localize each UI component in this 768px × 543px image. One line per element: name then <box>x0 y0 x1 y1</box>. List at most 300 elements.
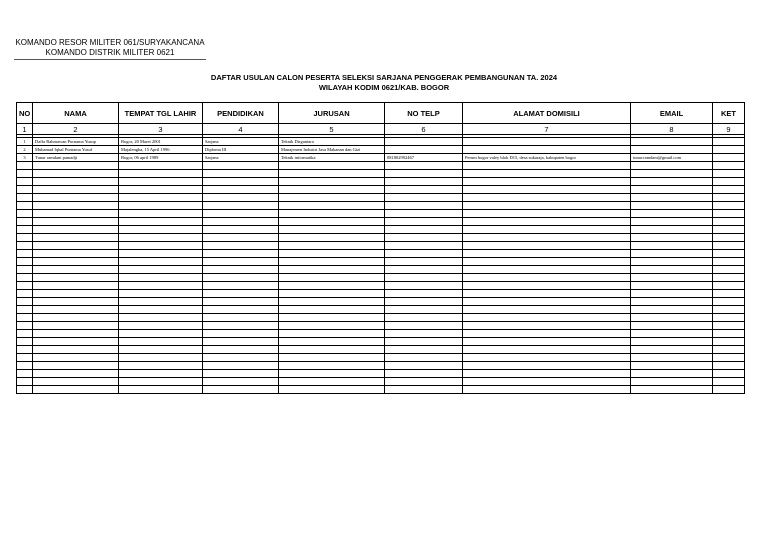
cell-no-telp <box>385 138 463 146</box>
cell-alamat-domisili <box>463 234 631 242</box>
cell-ket <box>713 330 745 338</box>
table-row <box>17 274 745 282</box>
cell-jurusan: Teknik Dirgantara <box>279 138 385 146</box>
cell-ket <box>713 322 745 330</box>
cell-email <box>631 202 713 210</box>
cell-pendidikan <box>203 314 279 322</box>
cell-email <box>631 338 713 346</box>
table-row <box>17 298 745 306</box>
cell-email <box>631 370 713 378</box>
cell-email <box>631 306 713 314</box>
table-row <box>17 266 745 274</box>
cell-pendidikan <box>203 250 279 258</box>
cell-jurusan <box>279 226 385 234</box>
cell-nama <box>33 306 119 314</box>
cell-jurusan <box>279 242 385 250</box>
cell-jurusan <box>279 346 385 354</box>
cell-no <box>17 386 33 394</box>
cell-pendidikan <box>203 234 279 242</box>
document-title <box>0 73 768 93</box>
cell-email <box>631 386 713 394</box>
cell-no-telp <box>385 266 463 274</box>
cell-alamat-domisili <box>463 250 631 258</box>
cell-no-telp <box>385 338 463 346</box>
table-row <box>17 386 745 394</box>
cell-no-telp <box>385 298 463 306</box>
cell-tempat-tgl-lahir <box>119 210 203 218</box>
table-row <box>17 250 745 258</box>
cell-tempat-tgl-lahir <box>119 178 203 186</box>
cell-no <box>17 210 33 218</box>
cell-no <box>17 258 33 266</box>
cell-nama <box>33 346 119 354</box>
column-header-email: EMAIL <box>631 103 713 124</box>
cell-no <box>17 314 33 322</box>
cell-tempat-tgl-lahir <box>119 298 203 306</box>
cell-no-telp <box>385 170 463 178</box>
cell-alamat-domisili <box>463 162 631 170</box>
cell-email <box>631 218 713 226</box>
cell-tempat-tgl-lahir <box>119 202 203 210</box>
cell-ket <box>713 146 745 154</box>
cell-nama <box>33 162 119 170</box>
cell-nama <box>33 202 119 210</box>
cell-no-telp <box>385 258 463 266</box>
cell-alamat-domisili <box>463 298 631 306</box>
cell-tempat-tgl-lahir <box>119 306 203 314</box>
cell-ket <box>713 346 745 354</box>
column-header-jurusan: JURUSAN <box>279 103 385 124</box>
table-row <box>17 194 745 202</box>
table-row <box>17 338 745 346</box>
table-row <box>17 154 745 162</box>
cell-no-telp <box>385 210 463 218</box>
cell-pendidikan <box>203 178 279 186</box>
cell-jurusan <box>279 250 385 258</box>
table-row <box>17 322 745 330</box>
cell-jurusan <box>279 314 385 322</box>
cell-jurusan <box>279 234 385 242</box>
cell-nama <box>33 378 119 386</box>
cell-no-telp <box>385 330 463 338</box>
cell-no-telp <box>385 378 463 386</box>
column-number-alamat-domisili: 7 <box>463 124 631 135</box>
cell-ket <box>713 178 745 186</box>
cell-no-telp <box>385 362 463 370</box>
cell-pendidikan <box>203 274 279 282</box>
cell-nama <box>33 242 119 250</box>
table-row <box>17 242 745 250</box>
cell-no <box>17 266 33 274</box>
cell-alamat-domisili <box>463 378 631 386</box>
cell-jurusan <box>279 298 385 306</box>
document-title-line1: DAFTAR USULAN CALON PESERTA SELEKSI SARJANA PENGGERAK PEMBANGUNAN TA. 2024 <box>210 73 558 82</box>
table-row <box>17 346 745 354</box>
cell-jurusan <box>279 218 385 226</box>
cell-alamat-domisili <box>463 146 631 154</box>
cell-nama <box>33 370 119 378</box>
cell-tempat-tgl-lahir <box>119 346 203 354</box>
table-row <box>17 234 745 242</box>
cell-alamat-domisili <box>463 290 631 298</box>
cell-email <box>631 266 713 274</box>
cell-tempat-tgl-lahir <box>119 282 203 290</box>
cell-jurusan <box>279 354 385 362</box>
cell-no-telp <box>385 146 463 154</box>
cell-nama: Daffa Rahmawan Purnama Yusup <box>33 138 119 146</box>
cell-nama <box>33 210 119 218</box>
cell-no <box>17 322 33 330</box>
cell-alamat-domisili <box>463 306 631 314</box>
cell-ket <box>713 250 745 258</box>
cell-pendidikan <box>203 290 279 298</box>
cell-tempat-tgl-lahir <box>119 370 203 378</box>
cell-tempat-tgl-lahir <box>119 266 203 274</box>
cell-jurusan <box>279 386 385 394</box>
cell-tempat-tgl-lahir: Majalengka, 15 April 1996 <box>119 146 203 154</box>
cell-alamat-domisili <box>463 266 631 274</box>
cell-nama <box>33 314 119 322</box>
cell-no <box>17 298 33 306</box>
cell-pendidikan <box>203 346 279 354</box>
cell-no-telp <box>385 306 463 314</box>
table-row <box>17 330 745 338</box>
cell-nama <box>33 290 119 298</box>
cell-tempat-tgl-lahir <box>119 194 203 202</box>
table-row <box>17 362 745 370</box>
cell-ket <box>713 314 745 322</box>
cell-nama <box>33 226 119 234</box>
cell-ket <box>713 386 745 394</box>
cell-alamat-domisili <box>463 258 631 266</box>
cell-alamat-domisili <box>463 186 631 194</box>
cell-pendidikan: Diploma III <box>203 146 279 154</box>
table-row <box>17 218 745 226</box>
cell-no-telp <box>385 202 463 210</box>
cell-nama <box>33 266 119 274</box>
cell-pendidikan <box>203 218 279 226</box>
cell-ket <box>713 194 745 202</box>
cell-alamat-domisili <box>463 386 631 394</box>
column-header-tempat-tgl-lahir: TEMPAT TGL LAHIR <box>119 103 203 124</box>
cell-jurusan: Teknik informatika <box>279 154 385 162</box>
cell-alamat-domisili <box>463 370 631 378</box>
cell-ket <box>713 242 745 250</box>
cell-no <box>17 362 33 370</box>
cell-no <box>17 290 33 298</box>
cell-pendidikan <box>203 378 279 386</box>
cell-tempat-tgl-lahir <box>119 362 203 370</box>
cell-tempat-tgl-lahir <box>119 322 203 330</box>
cell-email <box>631 298 713 306</box>
cell-jurusan <box>279 210 385 218</box>
cell-jurusan <box>279 322 385 330</box>
cell-jurusan <box>279 370 385 378</box>
cell-pendidikan <box>203 170 279 178</box>
cell-no <box>17 330 33 338</box>
cell-ket <box>713 218 745 226</box>
cell-jurusan <box>279 266 385 274</box>
table-row <box>17 162 745 170</box>
cell-no-telp <box>385 186 463 194</box>
cell-email <box>631 258 713 266</box>
cell-email <box>631 322 713 330</box>
cell-pendidikan <box>203 242 279 250</box>
cell-ket <box>713 162 745 170</box>
cell-jurusan <box>279 306 385 314</box>
candidate-table <box>16 102 745 394</box>
cell-tempat-tgl-lahir <box>119 274 203 282</box>
cell-ket <box>713 266 745 274</box>
cell-no-telp <box>385 386 463 394</box>
cell-no: 2 <box>17 146 33 154</box>
cell-ket <box>713 170 745 178</box>
cell-no <box>17 202 33 210</box>
cell-no <box>17 282 33 290</box>
cell-pendidikan <box>203 370 279 378</box>
cell-no-telp <box>385 178 463 186</box>
cell-no-telp <box>385 290 463 298</box>
cell-tempat-tgl-lahir: Bogor, 06 april 1989 <box>119 154 203 162</box>
cell-alamat-domisili <box>463 338 631 346</box>
cell-no-telp <box>385 242 463 250</box>
cell-tempat-tgl-lahir <box>119 258 203 266</box>
cell-ket <box>713 226 745 234</box>
cell-nama <box>33 250 119 258</box>
table-row <box>17 378 745 386</box>
table-row <box>17 178 745 186</box>
cell-ket <box>713 186 745 194</box>
table-row <box>17 314 745 322</box>
column-header-alamat-domisili: ALAMAT DOMISILI <box>463 103 631 124</box>
cell-ket <box>713 378 745 386</box>
cell-pendidikan <box>203 202 279 210</box>
cell-alamat-domisili <box>463 194 631 202</box>
cell-pendidikan <box>203 322 279 330</box>
cell-ket <box>713 154 745 162</box>
cell-tempat-tgl-lahir: Bogor, 20 Maret 2001 <box>119 138 203 146</box>
column-header-ket: KET <box>713 103 745 124</box>
cell-email <box>631 346 713 354</box>
cell-no-telp: 081802992467 <box>385 154 463 162</box>
cell-nama <box>33 282 119 290</box>
table-row <box>17 138 745 146</box>
cell-tempat-tgl-lahir <box>119 338 203 346</box>
cell-pendidikan <box>203 298 279 306</box>
cell-pendidikan <box>203 282 279 290</box>
cell-no <box>17 378 33 386</box>
cell-pendidikan <box>203 338 279 346</box>
cell-tempat-tgl-lahir <box>119 170 203 178</box>
cell-ket <box>713 210 745 218</box>
cell-no-telp <box>385 250 463 258</box>
cell-tempat-tgl-lahir <box>119 226 203 234</box>
table-row <box>17 354 745 362</box>
cell-tempat-tgl-lahir <box>119 162 203 170</box>
cell-jurusan <box>279 330 385 338</box>
cell-pendidikan <box>203 386 279 394</box>
column-header-pendidikan: PENDIDIKAN <box>203 103 279 124</box>
cell-tempat-tgl-lahir <box>119 378 203 386</box>
cell-jurusan <box>279 186 385 194</box>
cell-alamat-domisili <box>463 346 631 354</box>
cell-no <box>17 346 33 354</box>
cell-no-telp <box>385 226 463 234</box>
cell-nama <box>33 330 119 338</box>
cell-alamat-domisili <box>463 274 631 282</box>
cell-email <box>631 290 713 298</box>
cell-no <box>17 226 33 234</box>
cell-nama <box>33 258 119 266</box>
cell-jurusan: Manajemen Industri Jasa Makanan dan Gizi <box>279 146 385 154</box>
cell-no-telp <box>385 162 463 170</box>
cell-pendidikan <box>203 266 279 274</box>
cell-no: 3 <box>17 154 33 162</box>
cell-pendidikan <box>203 210 279 218</box>
cell-email <box>631 210 713 218</box>
cell-nama <box>33 298 119 306</box>
cell-jurusan <box>279 282 385 290</box>
cell-email <box>631 274 713 282</box>
cell-email <box>631 162 713 170</box>
table-row <box>17 202 745 210</box>
cell-jurusan <box>279 202 385 210</box>
column-number-row <box>17 124 745 135</box>
table-row <box>17 146 745 154</box>
cell-pendidikan <box>203 162 279 170</box>
cell-jurusan <box>279 194 385 202</box>
cell-nama <box>33 338 119 346</box>
cell-no-telp <box>385 194 463 202</box>
unit-header-line1: KOMANDO RESOR MILITER 061/SURYAKANCANA <box>15 38 205 47</box>
cell-no-telp <box>385 234 463 242</box>
cell-no <box>17 250 33 258</box>
cell-pendidikan: Sarjana <box>203 138 279 146</box>
cell-pendidikan <box>203 258 279 266</box>
cell-jurusan <box>279 178 385 186</box>
table-row <box>17 370 745 378</box>
cell-no <box>17 306 33 314</box>
cell-alamat-domisili <box>463 178 631 186</box>
cell-pendidikan <box>203 226 279 234</box>
column-header-no-telp: NO TELP <box>385 103 463 124</box>
cell-jurusan <box>279 274 385 282</box>
table-row <box>17 170 745 178</box>
cell-pendidikan: Sarjana <box>203 154 279 162</box>
cell-ket <box>713 338 745 346</box>
cell-no <box>17 234 33 242</box>
cell-no <box>17 194 33 202</box>
cell-nama <box>33 386 119 394</box>
cell-email <box>631 138 713 146</box>
column-header-nama: NAMA <box>33 103 119 124</box>
cell-email <box>631 146 713 154</box>
cell-no-telp <box>385 218 463 226</box>
cell-nama: Muhamad Iqbal Purnama Yusuf <box>33 146 119 154</box>
document-title-line2: WILAYAH KODIM 0621/KAB. BOGOR <box>318 83 450 92</box>
table-row <box>17 290 745 298</box>
cell-pendidikan <box>203 354 279 362</box>
cell-alamat-domisili <box>463 242 631 250</box>
table-row <box>17 258 745 266</box>
cell-no-telp <box>385 282 463 290</box>
cell-ket <box>713 306 745 314</box>
cell-jurusan <box>279 170 385 178</box>
cell-alamat-domisili <box>463 362 631 370</box>
cell-email <box>631 362 713 370</box>
cell-alamat-domisili <box>463 170 631 178</box>
cell-ket <box>713 362 745 370</box>
cell-jurusan <box>279 362 385 370</box>
cell-ket <box>713 370 745 378</box>
cell-alamat-domisili <box>463 218 631 226</box>
cell-no-telp <box>385 314 463 322</box>
cell-no-telp <box>385 346 463 354</box>
cell-email <box>631 282 713 290</box>
cell-pendidikan <box>203 330 279 338</box>
table-row <box>17 282 745 290</box>
cell-pendidikan <box>203 362 279 370</box>
column-number-pendidikan: 4 <box>203 124 279 135</box>
cell-email: tunar.ramdani@gmail.com <box>631 154 713 162</box>
cell-jurusan <box>279 378 385 386</box>
cell-email <box>631 226 713 234</box>
cell-ket <box>713 290 745 298</box>
cell-nama <box>33 322 119 330</box>
cell-no-telp <box>385 274 463 282</box>
cell-ket <box>713 282 745 290</box>
cell-email <box>631 170 713 178</box>
cell-nama <box>33 194 119 202</box>
cell-email <box>631 330 713 338</box>
cell-alamat-domisili: Perum bogor valey blok D15, desa sukaraja, kabupaten bogor <box>463 154 631 162</box>
cell-alamat-domisili <box>463 322 631 330</box>
cell-alamat-domisili <box>463 314 631 322</box>
table-header-row <box>17 103 745 124</box>
cell-jurusan <box>279 258 385 266</box>
cell-nama <box>33 234 119 242</box>
column-number-jurusan: 5 <box>279 124 385 135</box>
cell-nama <box>33 170 119 178</box>
table-row <box>17 226 745 234</box>
cell-email <box>631 186 713 194</box>
column-number-no-telp: 6 <box>385 124 463 135</box>
cell-ket <box>713 354 745 362</box>
cell-no <box>17 162 33 170</box>
cell-ket <box>713 258 745 266</box>
column-number-email: 8 <box>631 124 713 135</box>
cell-tempat-tgl-lahir <box>119 314 203 322</box>
cell-ket <box>713 234 745 242</box>
column-number-tempat-tgl-lahir: 3 <box>119 124 203 135</box>
cell-tempat-tgl-lahir <box>119 290 203 298</box>
cell-tempat-tgl-lahir <box>119 386 203 394</box>
cell-email <box>631 194 713 202</box>
cell-email <box>631 242 713 250</box>
cell-no <box>17 242 33 250</box>
unit-header <box>14 38 206 60</box>
cell-alamat-domisili <box>463 138 631 146</box>
cell-no <box>17 338 33 346</box>
cell-no <box>17 370 33 378</box>
cell-nama <box>33 186 119 194</box>
column-number-no: 1 <box>17 124 33 135</box>
cell-alamat-domisili <box>463 282 631 290</box>
cell-alamat-domisili <box>463 330 631 338</box>
column-number-nama: 2 <box>33 124 119 135</box>
cell-nama <box>33 274 119 282</box>
cell-jurusan <box>279 162 385 170</box>
